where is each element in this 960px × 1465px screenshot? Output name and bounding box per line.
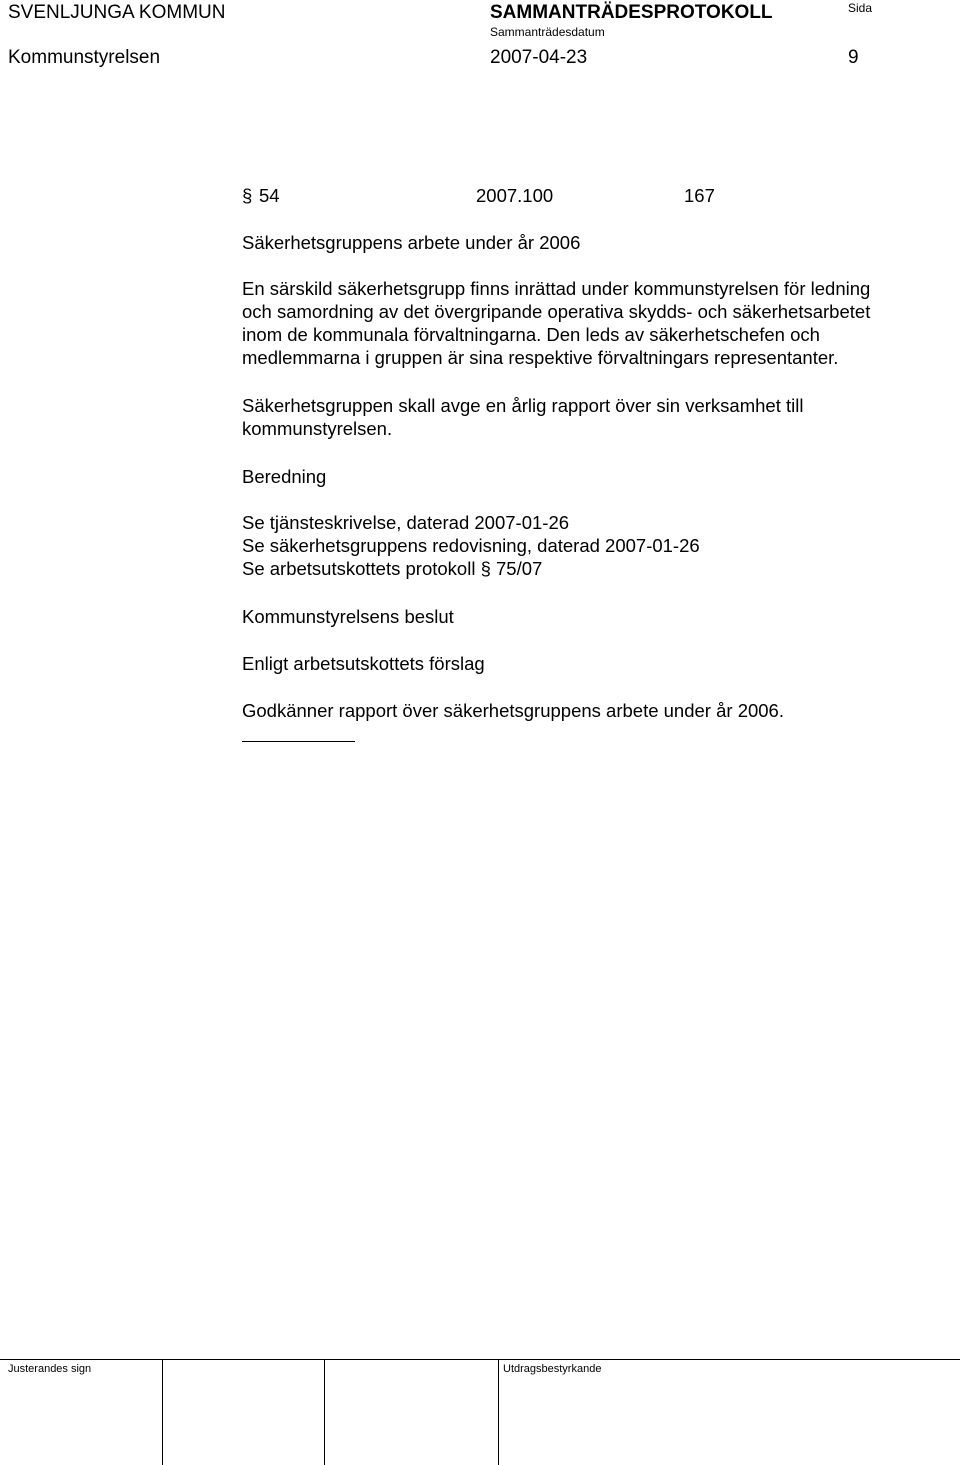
meeting-date: 2007-04-23	[490, 47, 588, 68]
preparation-line	[242, 557, 882, 580]
preparation-list	[242, 511, 882, 580]
decision-heading: Kommunstyrelsens beslut	[242, 606, 454, 627]
report-line: Säkerhetsgruppen skall avge en årlig rapport över sin verksamhet till	[242, 395, 804, 416]
end-rule	[242, 741, 355, 742]
intro-line: medlemmarna i gruppen är sina respektive förvaltningars representanter.	[242, 347, 839, 368]
intro-line: och samordning av det övergripande operativa skydds- och säkerhetsarbetet	[242, 301, 871, 322]
report-paragraph	[242, 394, 882, 440]
footer-divider	[324, 1359, 325, 1465]
intro-paragraph	[242, 277, 882, 369]
item-title: Säkerhetsgruppens arbete under år 2006	[242, 232, 581, 253]
decision-text: Godkänner rapport över säkerhetsgruppens arbete under år 2006.	[242, 700, 784, 721]
page-label: Sida	[848, 1, 873, 15]
municipality-name: SVENLJUNGA KOMMUN	[8, 2, 226, 23]
certification-label: Utdragsbestyrkande	[503, 1363, 602, 1375]
paragraph-number: 54	[259, 185, 280, 206]
reference-number: 167	[684, 185, 715, 206]
decision-basis: Enligt arbetsutskottets förslag	[242, 653, 485, 674]
signature-label: Justerandes sign	[8, 1363, 92, 1375]
section-sign-icon: §	[480, 558, 491, 579]
preparation-line: Se tjänsteskrivelse, daterad 2007-01-26	[242, 512, 570, 533]
preparation-line: Se säkerhetsgruppens redovisning, daterad 2007-01-26	[242, 535, 700, 556]
case-number: 2007.100	[476, 185, 554, 206]
preparation-heading: Beredning	[242, 466, 327, 487]
committee-name: Kommunstyrelsen	[8, 47, 161, 68]
section-sign-icon: §	[242, 185, 253, 206]
date-label: Sammanträdesdatum	[490, 25, 605, 39]
intro-line: En särskild säkerhetsgrupp finns inrättad under kommunstyrelsen för ledning	[242, 278, 871, 299]
preparation-reference: 75/07	[496, 558, 543, 579]
page-number: 9	[848, 47, 859, 68]
document-type: SAMMANTRÄDESPROTOKOLL	[490, 2, 773, 23]
report-line: kommunstyrelsen.	[242, 418, 393, 439]
footer-top-rule	[0, 1359, 960, 1360]
preparation-text: Se arbetsutskottets protokoll	[242, 558, 476, 579]
footer-divider	[498, 1359, 499, 1465]
footer-divider	[162, 1359, 163, 1465]
intro-line: inom de kommunala förvaltningarna. Den leds av säkerhetschefen och	[242, 324, 820, 345]
